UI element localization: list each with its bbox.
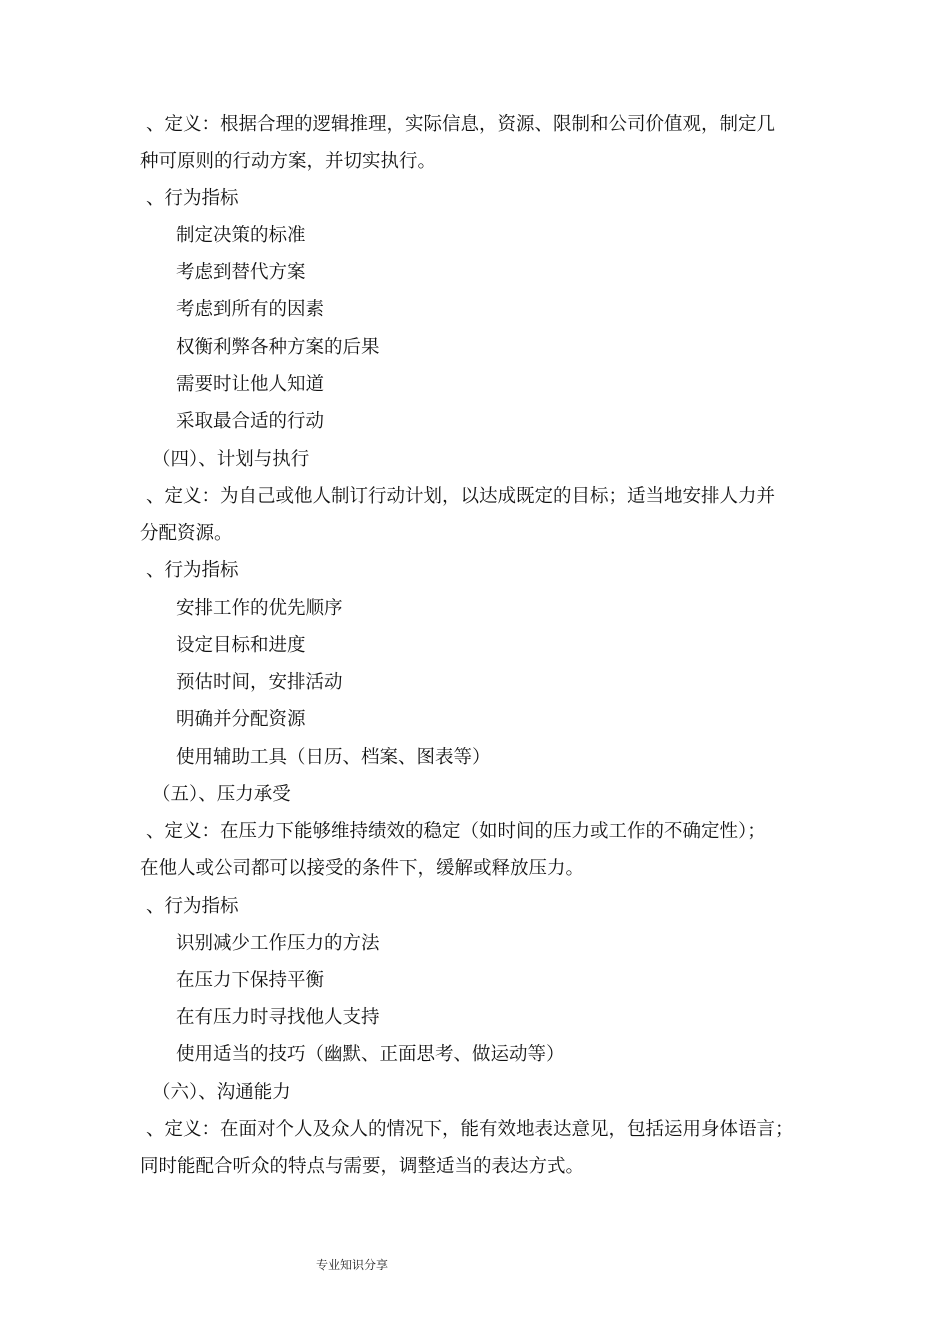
- definition-line: 、定义：为自己或他人制订行动计划，以达成既定的目标；适当地安排人力并: [146, 486, 776, 507]
- indicator-item: 制定决策的标准: [176, 225, 306, 246]
- definition-continuation: 在他人或公司都可以接受的条件下，缓解或释放压力。: [140, 858, 585, 879]
- definition-continuation: 同时能配合听众的特点与需要，调整适当的表达方式。: [140, 1156, 585, 1177]
- indicator-item: 在压力下保持平衡: [176, 970, 325, 991]
- definition-line: 、定义：在压力下能够维持绩效的稳定（如时间的压力或工作的不确定性）；: [146, 821, 766, 842]
- indicator-heading: 、行为指标: [146, 896, 239, 917]
- indicator-item: 明确并分配资源: [176, 709, 306, 730]
- indicator-item: 考虑到所有的因素: [176, 299, 325, 320]
- indicator-item: 使用辅助工具（日历、档案、图表等）: [176, 747, 491, 768]
- definition-line: 、定义：在面对个人及众人的情况下，能有效地表达意见，包括运用身体语言；: [146, 1119, 794, 1140]
- indicator-item: 识别减少工作压力的方法: [176, 933, 380, 954]
- page-footer: 专业知识分享: [316, 1258, 389, 1272]
- definition-line: 、定义：根据合理的逻辑推理，实际信息，资源、限制和公司价值观，制定几: [146, 114, 776, 135]
- indicator-item: 考虑到替代方案: [176, 262, 306, 283]
- indicator-item: 设定目标和进度: [176, 635, 306, 656]
- section-heading: （六）、沟通能力: [152, 1082, 291, 1103]
- definition-continuation: 分配资源。: [140, 523, 233, 544]
- indicator-item: 采取最合适的行动: [176, 411, 325, 432]
- indicator-item: 安排工作的优先顺序: [176, 598, 343, 619]
- section-heading: （五）、压力承受: [152, 784, 291, 805]
- definition-continuation: 种可原则的行动方案，并切实执行。: [140, 151, 437, 172]
- indicator-item: 在有压力时寻找他人支持: [176, 1007, 380, 1028]
- indicator-heading: 、行为指标: [146, 560, 239, 581]
- indicator-item: 预估时间，安排活动: [176, 672, 343, 693]
- indicator-item: 权衡利弊各种方案的后果: [176, 337, 380, 358]
- section-heading: （四）、计划与执行: [152, 449, 310, 470]
- indicator-heading: 、行为指标: [146, 188, 239, 209]
- indicator-item: 使用适当的技巧（幽默、正面思考、做运动等）: [176, 1044, 565, 1065]
- indicator-item: 需要时让他人知道: [176, 374, 325, 395]
